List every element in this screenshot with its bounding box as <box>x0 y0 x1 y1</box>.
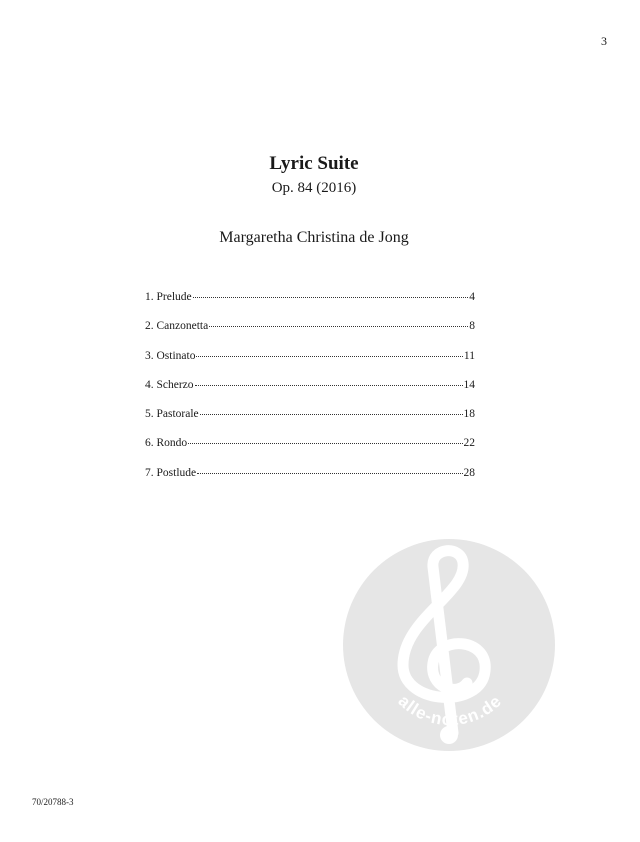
toc-leader <box>197 473 462 474</box>
toc-page: 14 <box>463 378 475 391</box>
toc-entry <box>145 320 475 349</box>
toc-label: 2. Canzonetta <box>145 320 209 333</box>
toc-label: 5. Pastorale <box>145 408 199 421</box>
watermark <box>341 537 557 753</box>
page-title: Lyric Suite <box>269 153 359 174</box>
toc-page: 4 <box>469 291 475 303</box>
toc-label: 7. Postlude <box>145 466 197 479</box>
toc-entry <box>145 350 475 379</box>
table-of-contents <box>145 291 475 496</box>
toc-entry <box>145 408 475 437</box>
toc-label: 4. Scherzo <box>145 378 194 391</box>
toc-page: 22 <box>463 437 475 450</box>
page-number: 3 <box>601 34 607 48</box>
toc-leader <box>193 297 469 298</box>
toc-leader <box>196 356 462 357</box>
toc-page: 18 <box>463 408 475 421</box>
toc-leader <box>200 414 463 415</box>
toc-page: 11 <box>463 349 475 362</box>
toc-entry <box>145 291 475 320</box>
title-block <box>0 152 628 199</box>
toc-leader <box>188 443 462 444</box>
toc-entry <box>145 467 475 496</box>
toc-page: 8 <box>469 320 475 333</box>
toc-leader <box>195 385 463 386</box>
toc-leader <box>209 326 468 327</box>
toc-page: 28 <box>463 466 475 479</box>
composer-name: Margaretha Christina de Jong <box>219 229 409 246</box>
treble-clef-icon <box>341 537 557 753</box>
toc-label: 6. Rondo <box>145 437 188 450</box>
toc-entry <box>145 437 475 466</box>
catalog-number: 70/20788-3 <box>32 797 74 807</box>
opus-subtitle: Op. 84 (2016) <box>271 180 357 196</box>
watermark-text: alle-noten.de <box>394 691 506 730</box>
toc-label: 3. Ostinato <box>145 349 196 362</box>
toc-label: 1. Prelude <box>145 291 192 303</box>
toc-entry <box>145 379 475 408</box>
